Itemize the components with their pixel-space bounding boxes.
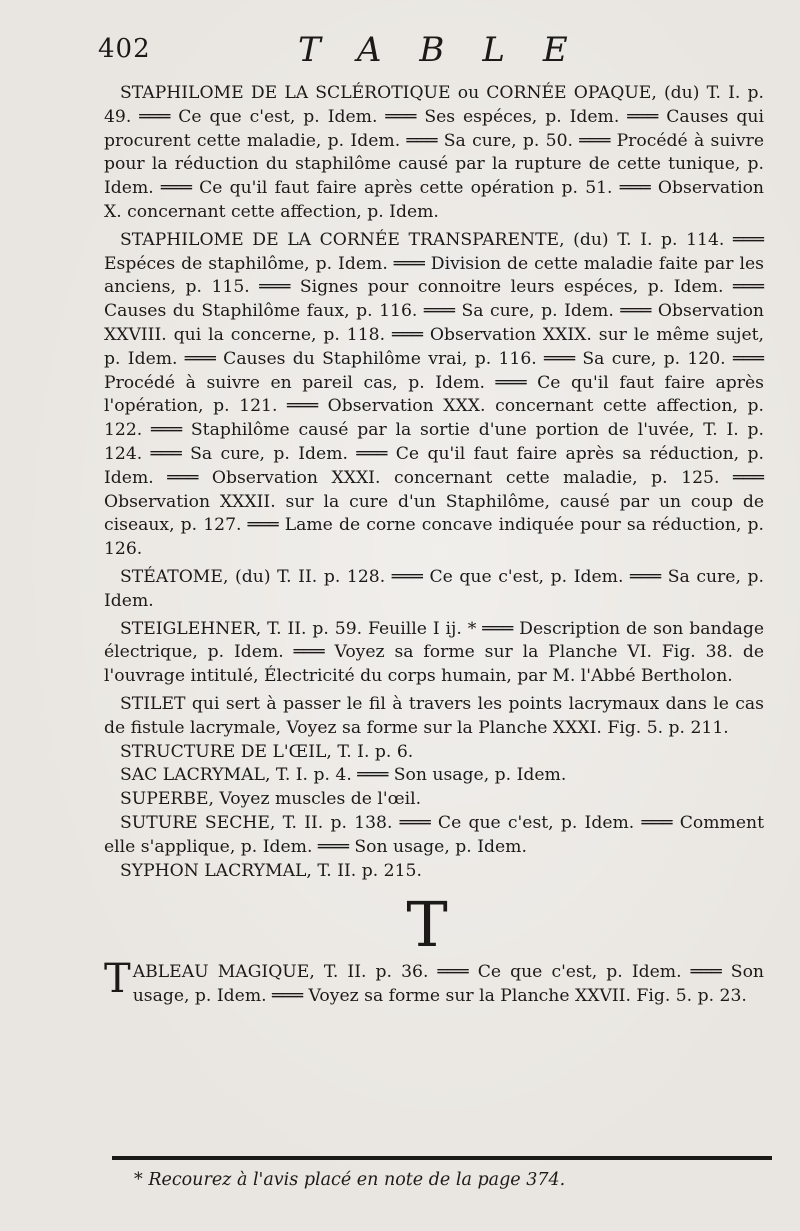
page-number: 402 (98, 34, 151, 64)
index-entry-syphon: SYPHON LACRYMAL, T. II. p. 215. (120, 860, 422, 881)
index-entry-steatome: STÉATOME, (du) T. II. p. 128. ═══ Ce que c'est, p. Idem. ═══ Sa cure, p. Idem. (104, 566, 764, 611)
index-entry-suture-seche: SUTURE SECHE, T. II. p. 138. ═══ Ce que c'est, p. Idem. ═══ Comment elle s'applique, p. Idem. ═══ Son usage, p. Idem. (104, 812, 764, 857)
footnote-divider (112, 1156, 772, 1160)
section-letter-t: T (406, 888, 448, 962)
index-entry-stilet: STILET qui sert à passer le fil à travers les points lacrymaux dans le cas de fistule lacrymale, Voyez sa forme sur la Planche XXXI. Fig. 5. p. 211. (104, 693, 764, 738)
footnote: * Recourez à l'avis placé en note de la page 374. (134, 1170, 566, 1190)
index-entry-tableau-magique (104, 956, 764, 1009)
index-entry-superbe: SUPERBE, Voyez muscles de l'œil. (120, 789, 422, 810)
index-entry-steiglehner: STEIGLEHNER, T. II. p. 59. Feuille I ij. * ═══ Description de son bandage électrique, p. Idem. ═══ Voyez sa forme sur la Planche VI. Fig. 38. de l'ouvrage intitulé, Électricité du corps humain, par M. l'Abbé Bertholon. (104, 618, 764, 687)
running-title: TABLE (298, 30, 606, 70)
index-entry-sac-lacrymal: SAC LACRYMAL, T. I. p. 4. ═══ Son usage, p. Idem. (120, 765, 567, 786)
index-entry-staphilome-cornee: STAPHILOME DE LA CORNÉE TRANSPARENTE, (du) T. I. p. 114. ═══ Espéces de staphilôme, p. Idem. ═══ Division de cette maladie faite par les anciens, p. 115. ═══ Signes pour connoitre leurs espéces, p. Idem. ═══ Causes du Staphilôme faux, p. 116. ═══ Sa cure, p. Idem. ═══ Observation XXVIII. qui la concerne, p. 118. ═══ Observation XXIX. sur le même sujet, p. Idem. ═══ Causes du Staphilôme vrai, p. 116. ═══ Sa cure, p. 120. ═══ Procédé à suivre en pareil cas, p. Idem. ═══ Ce qu'il faut faire après l'opération, p. 121. ═══ Observation XXX. concernant cette affection, p. 122. ═══ Staphilôme causé par la sortie d'une portion de l'uvée, T. I. p. 124. ═══ Sa cure, p. Idem. ═══ Ce qu'il faut faire après sa réduction, p. Idem. ═══ Observation XXXI. concernant cette maladie, p. 125. ═══ Observation XXXII. sur la cure d'un Staphilôme, causé par un coup de ciseaux, p. 127. ═══ Lame de corne concave indiquée pour sa réduction, p. 126. (104, 229, 764, 560)
dropcap-letter: T (104, 956, 131, 1003)
page-header (98, 26, 760, 70)
index-entry-structure: STRUCTURE DE L'ŒIL, T. I. p. 6. (120, 741, 414, 762)
tableau-magique-text: ABLEAU MAGIQUE, T. II. p. 36. ═══ Ce que c'est, p. Idem. ═══ Son usage, p. Idem. ═══ Voyez sa forme sur la Planche XXVII. Fig. 5. p. 23. (132, 962, 764, 1007)
index-entry-staphilome-sclerotique: STAPHILOME DE LA SCLÉROTIQUE ou CORNÉE OPAQUE, (du) T. I. p. 49. ═══ Ce que c'est, p. Idem. ═══ Ses espéces, p. Idem. ═══ Causes qui procurent cette maladie, p. Idem. ═══ Sa cure, p. 50. ═══ Procédé à suivre pour la réduction du staphilôme causé par la rupture de cette tunique, p. Idem. ═══ Ce qu'il faut faire après cette opération p. 51. ═══ Observation X. concernant cette affection, p. Idem. (104, 83, 764, 222)
index-content (104, 82, 764, 1026)
